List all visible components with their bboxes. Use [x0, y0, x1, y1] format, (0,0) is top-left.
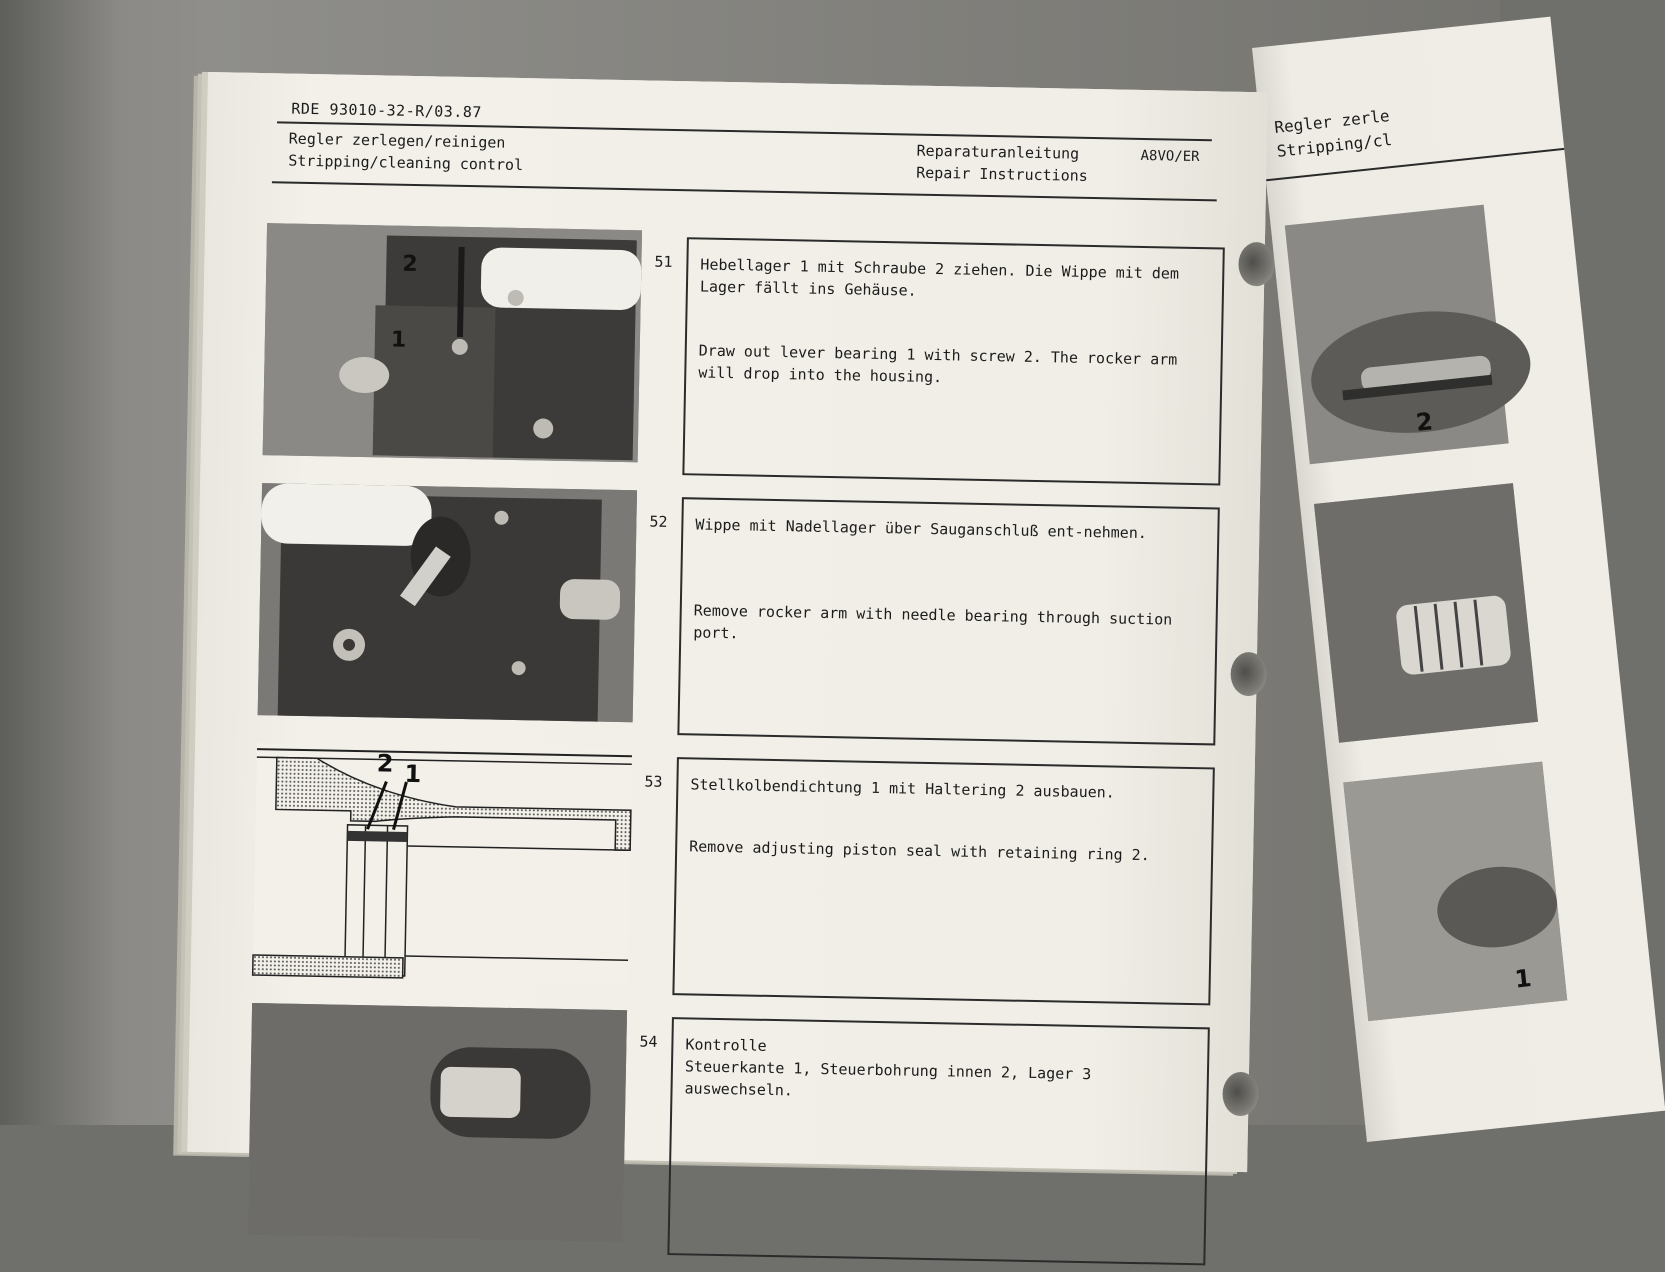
section-title-de: Regler zerlegen/reinigen — [288, 129, 506, 152]
step-52-number: 52 — [649, 512, 668, 531]
facing-photo-3 — [1343, 762, 1567, 1022]
step-52-textbox — [677, 497, 1219, 745]
step-54-text-de: Kontrolle Steuerkante 1, Steuerbohrung innen 2, Lager 3 auswechseln. — [684, 1035, 1092, 1100]
step-51 — [262, 223, 1227, 491]
manual-page — [187, 72, 1268, 1172]
step-51-label-1: 1 — [390, 327, 407, 353]
step-51-text-de: Hebellager 1 mit Schraube 2 ziehen. Die Wippe mit dem Lager fällt ins Gehäuse. — [699, 255, 1180, 300]
step-51-label-2: 2 — [402, 251, 418, 278]
step-53-text-en: Remove adjusting piston seal with retaining ring 2. — [689, 837, 1150, 865]
section-title-en: Stripping/cleaning control — [288, 151, 524, 175]
facing-photo-label-2: 2 — [1414, 407, 1435, 437]
step-53-textbox — [672, 757, 1214, 1005]
section-title — [288, 128, 524, 176]
step-54-photo — [248, 1003, 627, 1242]
manual-type-en: Repair Instructions — [916, 163, 1088, 185]
step-54-textbox — [667, 1017, 1209, 1265]
facing-photo-label-1: 1 — [1513, 963, 1533, 994]
manual-type-de: Reparaturanleitung — [916, 141, 1080, 163]
step-53 — [252, 743, 1217, 1011]
step-53-number: 53 — [644, 772, 663, 791]
facing-page-title — [1273, 104, 1393, 164]
step-54-number: 54 — [639, 1032, 658, 1051]
manual-type — [916, 140, 1088, 187]
facing-photo-1 — [1285, 205, 1509, 465]
step-54 — [247, 1003, 1212, 1271]
facing-title-line-1: Regler zerle — [1273, 106, 1391, 138]
facing-photo-2 — [1314, 483, 1538, 743]
step-51-text-en: Draw out lever bearing 1 with screw 2. The rocker arm will drop into the housing. — [698, 341, 1178, 387]
step-53-drawing — [253, 743, 632, 982]
step-52-text-en: Remove rocker arm with needle bearing through suction port. — [693, 601, 1173, 643]
step-52-photo — [258, 483, 637, 722]
step-52 — [257, 483, 1222, 751]
step-51-number: 51 — [654, 252, 673, 271]
step-53-label-1: 1 — [404, 759, 422, 789]
document-code: RDE 93010-32-R/03.87 — [291, 99, 483, 122]
step-52-text-de: Wippe mit Nadellager über Sauganschluß ent-nehmen. — [695, 515, 1148, 543]
model-code: A8VO/ER — [1140, 147, 1200, 166]
step-53-label-2: 2 — [376, 749, 394, 778]
step-53-text-de: Stellkolbendichtung 1 mit Haltering 2 ausbauen. — [690, 775, 1115, 802]
step-51-photo — [263, 223, 642, 462]
step-51-textbox — [682, 237, 1224, 485]
facing-title-line-2: Stripping/cl — [1275, 129, 1393, 161]
